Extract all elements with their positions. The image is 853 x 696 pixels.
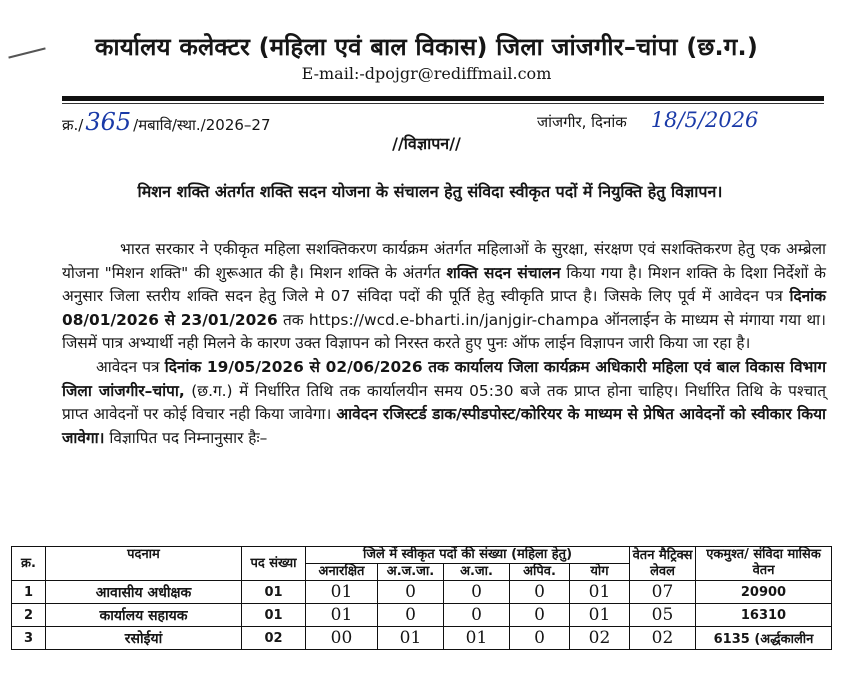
row-salary: 6135 (अर्द्धकालीन <box>696 627 832 650</box>
row-st: 01 <box>378 627 444 650</box>
table-row <box>12 604 832 627</box>
row-total: 01 <box>570 581 630 604</box>
row-unreserved: 01 <box>306 581 378 604</box>
row-serial: 2 <box>12 604 46 627</box>
p2-text-a: आवेदन पत्र <box>96 357 165 376</box>
row-post-name: रसोईयां <box>46 627 242 650</box>
p1-bold-dates: दिनांक 08/01/2026 से 23/01/2026 <box>62 287 826 329</box>
header-rule-thick <box>62 96 824 101</box>
header-post-name: पदनाम <box>46 547 242 581</box>
row-post-name: कार्यालय सहायक <box>46 604 242 627</box>
row-post-count: 01 <box>242 581 306 604</box>
header-sanctioned-posts: जिले में स्वीकृत पदों की संख्या (महिला हेतु) <box>306 547 630 564</box>
row-sc: 0 <box>444 604 510 627</box>
office-email: E-mail:-dpojgr@rediffmail.com <box>301 64 552 83</box>
row-sc: 01 <box>444 627 510 650</box>
row-unreserved: 01 <box>306 604 378 627</box>
row-total: 01 <box>570 604 630 627</box>
header-obc: अपिव. <box>510 564 570 581</box>
p2-text-c: (छ.ग.) में निर्धारित तिथि तक कार्यालयीन समय 05:30 बजे तक प्राप्त होना चाहिए। निर्धारित तिथि के पश्चात् प्राप्त आवेदनों पर कोई विचार नही किया जावेगा। <box>62 381 826 424</box>
row-post-name: आवासीय अधीक्षक <box>46 581 242 604</box>
office-title: कार्यालय कलेक्टर (महिला एवं बाल विकास) जिला जांजगीर–चांपा (छ.ग.) <box>95 33 758 61</box>
handwritten-date: 18/5/2026 <box>650 108 759 132</box>
header-total: योग <box>570 564 630 581</box>
p1-text-a: भारत सरकार ने एकीकृत महिला सशक्तिकरण कार्यक्रम अंतर्गत महिलाओं के सुरक्षा, संरक्षण एवं सशक्तिकरण हेतु एक अम्ब्रेला योजना "मिशन शक्ति" की शुरूआत की है। मिशन शक्ति के अंतर्गत <box>62 240 826 282</box>
header-post-count: पद संख्या <box>242 547 306 581</box>
row-salary: 16310 <box>696 604 832 627</box>
row-obc: 0 <box>510 581 570 604</box>
header-serial: क्र. <box>12 547 46 581</box>
paragraph-2 <box>62 356 826 450</box>
reference-prefix: क्र./ <box>62 116 84 134</box>
row-post-count: 01 <box>242 604 306 627</box>
p2-text-e: विज्ञापित पद निम्नानुसार हैः– <box>104 428 268 447</box>
table-row <box>12 581 832 604</box>
row-salary: 20900 <box>696 581 832 604</box>
place-date <box>537 108 760 132</box>
table-row <box>12 627 832 650</box>
row-total: 02 <box>570 627 630 650</box>
row-unreserved: 00 <box>306 627 378 650</box>
row-sc: 0 <box>444 581 510 604</box>
header-st: अ.ज.जा. <box>378 564 444 581</box>
row-post-count: 02 <box>242 627 306 650</box>
row-obc: 0 <box>510 604 570 627</box>
p1-text-e: तक https://wcd.e-bharti.in/janjgir-champa ऑनलाईन के माध्यम से मंगाया गया था। जिसमें पात्र अभ्यार्थी नही मिलने के कारण उक्त विज्ञापन को निरस्त करते हुए पुनः ऑफ लाईन विज्ञापन जारी किया जा रहा है। <box>62 310 826 353</box>
row-pay-level: 05 <box>630 604 696 627</box>
reference-handwritten-number: 365 <box>85 108 132 136</box>
row-serial: 3 <box>12 627 46 650</box>
posts-table <box>11 546 832 650</box>
row-serial: 1 <box>12 581 46 604</box>
reference-suffix: /मबावि/स्था./2026–27 <box>133 116 271 134</box>
notice-body <box>62 238 826 450</box>
notice-heading: //विज्ञापन// <box>392 134 461 153</box>
header-pay-level: वेतन मैट्रिक्स लेवल <box>630 547 696 581</box>
p2-bold-submission: आवेदन रजिस्टर्ड डाक/स्पीडपोस्ट/कोरियर के माध्यम से प्रेषित आवेदनों को स्वीकार किया जावेगा। <box>62 405 826 447</box>
row-pay-level: 07 <box>630 581 696 604</box>
place-date-label: जांजगीर, दिनांक <box>537 113 627 131</box>
header-salary: एकमुश्त/ संविदा मासिक वेतन <box>696 547 832 581</box>
paragraph-1 <box>62 238 826 356</box>
header-sc: अ.जा. <box>444 564 510 581</box>
row-st: 0 <box>378 581 444 604</box>
notice-subject: मिशन शक्ति अंतर्गत शक्ति सदन योजना के संचालन हेतु संविदा स्वीकृत पदों में नियुक्ति हेतु विज्ञापन। <box>137 182 723 201</box>
p1-text-c: किया गया है। मिशन शक्ति के दिशा निर्देशों के अनुसार जिला स्तरीय शक्ति सदन हेतु जिले मे 07 संविदा पदों की पूर्ति हेतु स्वीकृति प्राप्त है। जिसके लिए पूर्व में आवेदन पत्र <box>62 263 826 306</box>
header-unreserved: अनारक्षित <box>306 564 378 581</box>
row-st: 0 <box>378 604 444 627</box>
p1-bold-shakti-sadan: शक्ति सदन संचालन <box>446 263 561 282</box>
row-pay-level: 02 <box>630 627 696 650</box>
p2-bold-dates-office: दिनांक 19/05/2026 से 02/06/2026 तक कार्यालय जिला कार्यक्रम अधिकारी महिला एवं बाल विकास विभाग जिला जांजगीर–चांपा, <box>62 357 826 400</box>
row-obc: 0 <box>510 627 570 650</box>
header-rule-thin <box>62 103 824 104</box>
